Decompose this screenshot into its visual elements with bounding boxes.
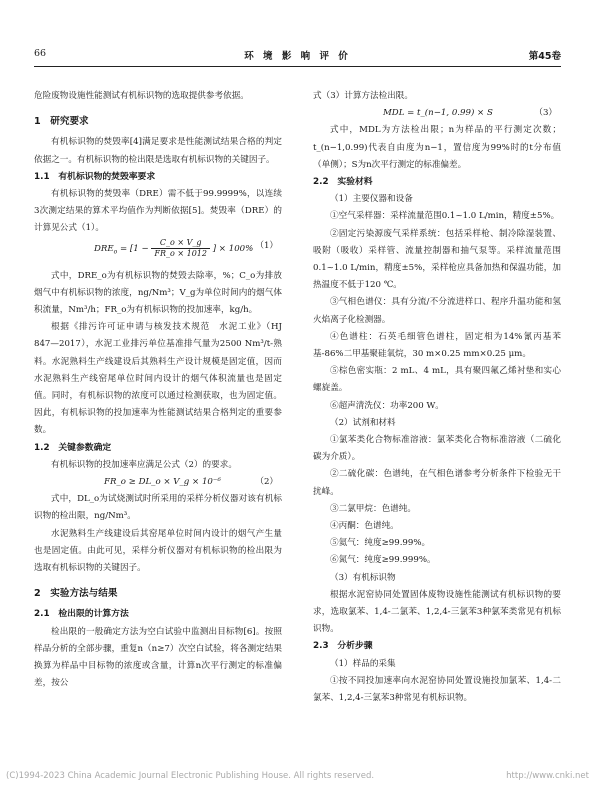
volume-label: 第45卷 xyxy=(528,51,561,62)
journal-title: 环 境 影 响 评 价 xyxy=(244,51,351,62)
list-item: ①氯苯类化合物标准溶液：氯苯类化合物标准溶液（二硫化碳为介质）。 xyxy=(313,435,561,463)
footer xyxy=(6,771,589,785)
variables-paragraph-3: 式中，MDL为方法检出限；n为样品的平行测定次数；t_(n−1,0.99)代表自由度为n−1，置信度为99%时的t分布值（单侧）；S为n次平行测定的标准偏差。 xyxy=(313,125,561,170)
section-1-1-heading: 1.1 有机标识物的焚毁率要求 xyxy=(34,171,156,182)
right-column xyxy=(313,88,561,707)
section-2-2-heading: 2.2 实验材料 xyxy=(313,177,373,187)
list-item: ⑥氮气：纯度≥99.999%。 xyxy=(330,555,436,566)
list-item: ④丙酮：色谱纯。 xyxy=(330,521,399,532)
equation-3: MDL = t_(n−1, 0.99) × S （3） xyxy=(313,105,561,122)
cnki-url: http://www.cnki.net xyxy=(506,771,589,781)
equation-1: $DRE_o = [1$ − $\frac{C\_o \times V\_g}{FR\_o \times 1012}$ ] × 100% （1） xyxy=(94,237,278,258)
section-1-heading: 1 研究要求 xyxy=(34,116,89,128)
list-item: ③二氯甲烷：色谱纯。 xyxy=(330,503,416,514)
subsection-instruments-heading: （1）主要仪器和设备 xyxy=(330,194,413,205)
list-item: ②固定污染源废气采样系统：包括采样枪、制冷除湿装置、吸附（吸收）采样管、流量控制器和抽气泵等。采样流量范围0.1~1.0 L/min，精度±5%，采样枪应具备加热和保温功能，加热温度不低于120 ℃。 xyxy=(313,228,561,291)
section-2-1-heading: 2.1 检出限的计算方法 xyxy=(34,609,129,620)
intro-paragraph: 危险废物设施性能测试有机标识物的选取提供参考依据。 xyxy=(34,91,249,101)
sampling-paragraph: ①按不同投加速率向水泥窑协同处置设施投加氯苯、1,4-二氯苯、1,2,4-三氯苯3种常见有机标识物。 xyxy=(313,675,561,704)
subsection-reagents-heading: （2）试剂和材料 xyxy=(330,417,396,428)
header-rule xyxy=(34,66,561,67)
subsection-markers-heading: （3）有机标识物 xyxy=(330,572,396,583)
continued-paragraph: 式（3）计算方法检出限。 xyxy=(313,91,413,101)
subsection-sampling-heading: （1）样品的采集 xyxy=(330,658,396,669)
section-1-paragraph: 有机标识物的焚毁率[4]满足要求是性能测试结果合格的判定依据之一。有机标识物的检出限是选取有机标识物的关键因子。 xyxy=(34,137,282,165)
list-item: ②二硫化碳：色谱纯，在气相色谱参考分析条件下检验无干扰峰。 xyxy=(313,469,561,497)
section-1-1-paragraph: 有机标识物的焚毁率（DRE）需不低于99.9999%，以连续3次测定结果的算术平均值作为判断依据[5]。焚毁率（DRE）的计算见公式（1）。 xyxy=(34,189,282,234)
markers-paragraph: 根据水泥窑协同处置固体废物设施性能测试有机标识物的要求，选取氯苯、1,4-二氯苯、1,2,4-三氯苯3种氯苯类常见有机标识物。 xyxy=(313,589,561,635)
equation-1-number: （1） xyxy=(255,240,278,251)
variables-paragraph-2: 式中，DL_o为试烧测试时所采用的采样分析仪器对该有机标识物的检出限，ng/Nm³。 xyxy=(34,494,282,522)
list-item: ⑥超声清洗仪：功率200 W。 xyxy=(330,400,444,411)
equation-2: FR_o ≥ DL_o × V_g × 10⁻⁶ （2） xyxy=(34,474,282,491)
equation-3-number: （3） xyxy=(534,108,557,119)
list-item: ①空气采样器：采样流量范围0.1~1.0 L/min，精度±5%。 xyxy=(330,211,560,222)
section-1-2-paragraph: 有机标识物的投加速率应满足公式（2）的要求。 xyxy=(51,459,237,470)
list-item: ④色谱柱：石英毛细管色谱柱，固定相为14%氰丙基苯基-86%二甲基聚硅氧烷，30 m×0.25 mm×0.25 μm。 xyxy=(313,331,561,360)
page-number: 66 xyxy=(34,48,47,59)
section-2-heading: 2 实验方法与结果 xyxy=(34,588,118,600)
list-item: ⑤棕色密实瓶：2 mL、4 mL，具有聚四氟乙烯衬垫和实心螺旋盖。 xyxy=(313,366,561,394)
section-1-1-paragraph-3: 根据《排污许可证申请与核发技术规范 水泥工业》（HJ 847—2017），水泥工业排污单位基准排气量为2500 Nm³/t-熟料。水泥熟料生产线建设后其熟料生产设计规模是固定值，因而水泥熟料生产线窑尾单位时间内设计的烟气体积流量也是固定值。同时，有机标识物的浓度可以通过检测获取，也为固定值。因此，有机标识物的投加速率为性能测试结果合格判定的重要参数。 xyxy=(34,322,282,436)
list-item: ③气相色谱仪：具有分流/不分流进样口、程序升温功能和氢火焰离子化检测器。 xyxy=(313,297,561,325)
section-2-1-paragraph: 检出限的一般确定方法为空白试验中监测出目标物[6]。按照样品分析的全部步骤，重复n（n≥7）次空白试验，将各测定结果换算为样品中目标物的浓度或含量，计算n次平行测定的标准偏差，按公 xyxy=(34,626,282,689)
equation-2-number: （2） xyxy=(255,477,278,488)
section-2-3-heading: 2.3 分析步骤 xyxy=(313,641,373,652)
list-item: ⑤氦气：纯度≥99.99%。 xyxy=(330,538,431,549)
left-column xyxy=(34,88,282,692)
section-1-2-heading: 1.2 关键参数确定 xyxy=(34,442,112,453)
copyright-text: (C)1994-2023 China Academic Journal Electronic Publishing House. All rights reserved. xyxy=(6,771,375,781)
section-1-2-paragraph-3: 水泥熟料生产线建设后其窑尾单位时间内设计的烟气产生量也是固定值。由此可见，采样分析仪器对有机标识物的检出限为选取有机标识物的关键因子。 xyxy=(34,528,282,574)
variables-paragraph-1: 式中，DRE_o为有机标识物的焚毁去除率，%；C_o为排放烟气中有机标识物的浓度，ng/Nm³；V_g为单位时间内的烟气体积流量，Nm³/h；FR_o为有机标识物的投加速率，kg/h。 xyxy=(34,270,282,316)
running-header xyxy=(34,48,561,64)
